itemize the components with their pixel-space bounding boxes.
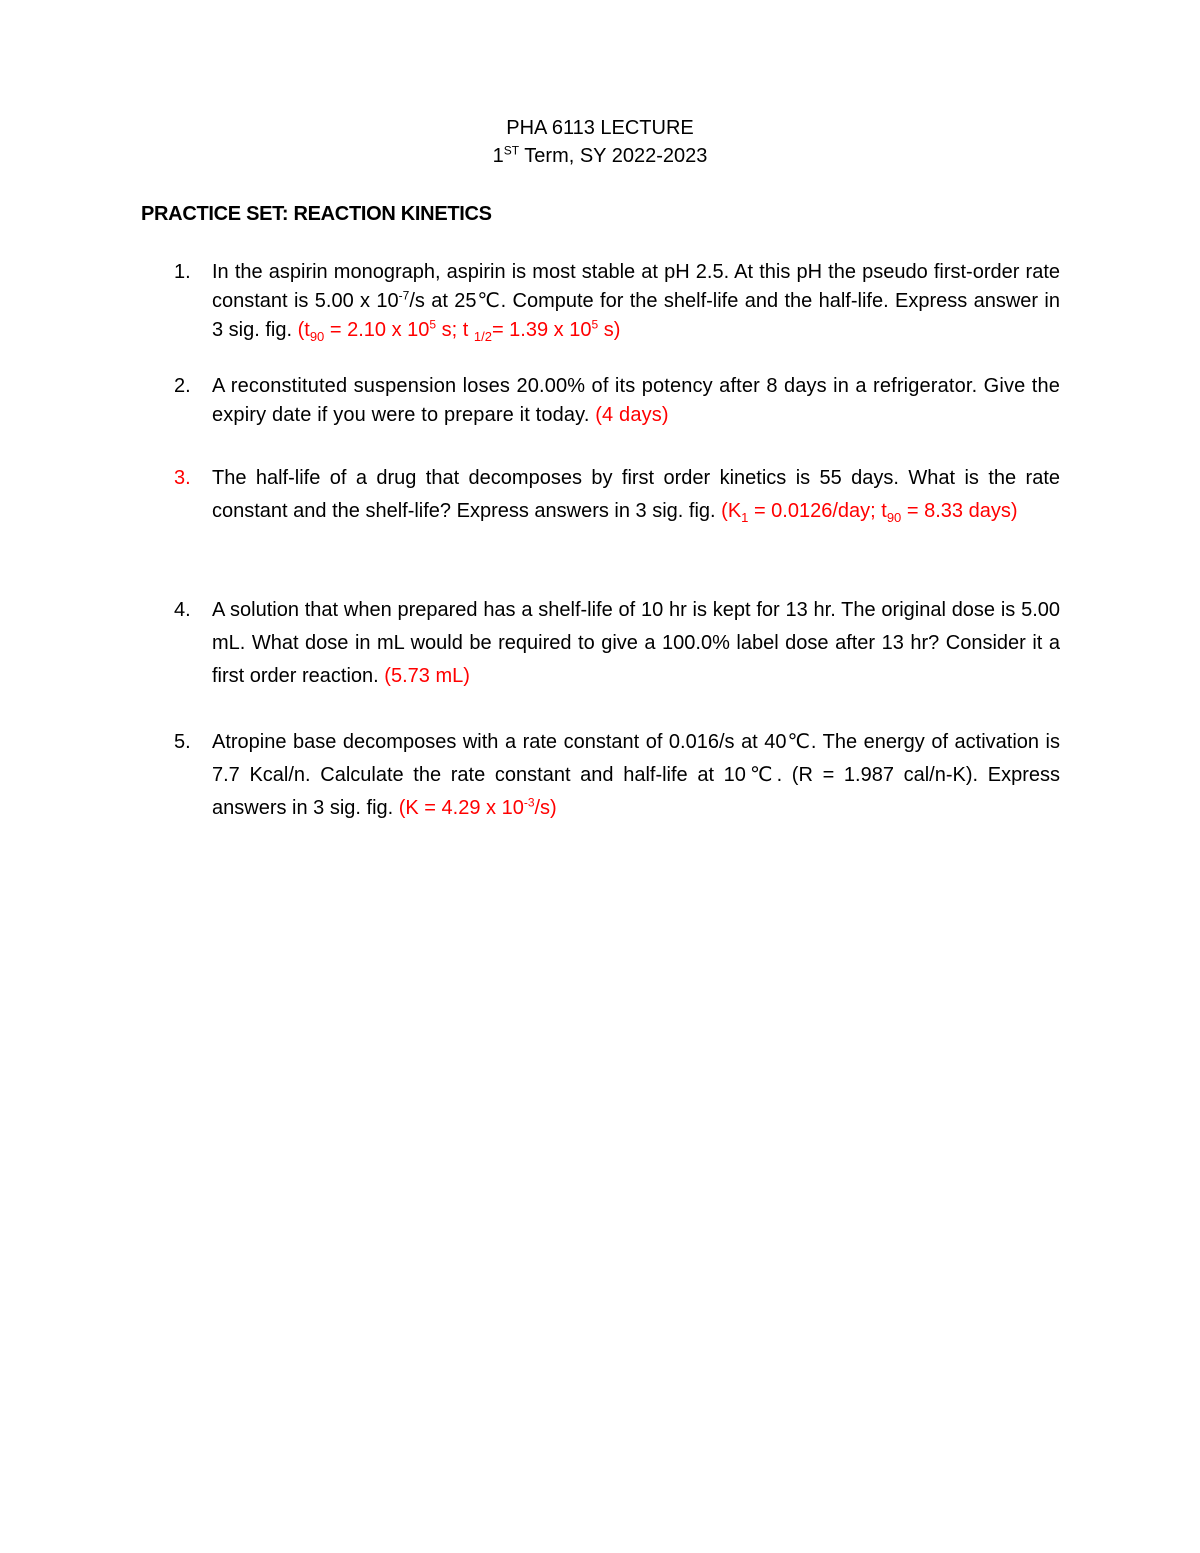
answer-part: = 1.39 x 10 [491,319,592,341]
question-5 [174,726,1060,825]
question-text [212,258,1060,345]
answer: (5.73 mL) [384,665,470,687]
question-text-part: A solution that when prepared has a shelf-life of 10 hr is kept for 13 hr. The original dose is 5.00 mL. What dose in mL would be required to give a 100.0% label dose after 13 hr? Consider it a first order reaction. [212,599,1060,687]
answer-part: s; t [436,319,474,341]
subscript: 90 [309,329,325,344]
answer-part: (t [297,319,310,341]
section-title: PRACTICE SET: REACTION KINETICS [141,203,492,225]
question-text [212,462,1060,528]
exponent: 5 [429,317,437,332]
question-number: 2. [174,375,191,397]
term-superscript: ST [503,143,520,158]
question-text-part: In the aspirin monograph, aspirin is most stable at pH 2.5. At this pH the pseudo first-order rate constant is 5.00 x 10 [212,261,1060,312]
answer-part: = 0.0126/day; t [748,500,887,522]
subscript: 1/2 [473,329,492,344]
question-text-part: /s at 25℃. Compute for the shelf-life and the half-life. Express answer in 3 sig. fig. [212,290,1060,341]
question-text [212,372,1060,430]
term-number: 1 [492,145,504,167]
answer-part: (K [721,500,742,522]
question-number: 3. [174,467,191,489]
answer [721,500,1018,525]
course-title: PHA 6113 LECTURE [506,117,694,139]
exponent: 5 [591,317,599,332]
question-1 [174,258,1060,345]
question-number: 5. [174,731,191,753]
exponent: -3 [523,795,535,810]
answer [399,797,557,819]
question-text [212,726,1060,825]
question-text-part: The half-life of a drug that decomposes by first order kinetics is 55 days. What is the rate constant and the shelf-life? Express answers in 3 sig. fig. [212,467,1060,522]
answer-part: (K = 4.29 x 10 [398,797,524,819]
answer-part: s) [598,319,621,341]
question-number: 1. [174,261,191,283]
answer-part: = 8.33 days) [901,500,1018,522]
term-text: Term, SY 2022-2023 [519,145,708,167]
answer-part: = 2.10 x 10 [324,319,430,341]
question-2 [174,372,1060,430]
question-number: 4. [174,599,191,621]
question-3 [174,462,1060,528]
answer-part: /s) [534,797,557,819]
answer [297,317,621,344]
question-text-part: A reconstituted suspension loses 20.00% of its potency after 8 days in a refrigerator. Give the expiry date if you were to prepare it today. [212,375,1060,426]
question-text-part: Atropine base decomposes with a rate constant of 0.016/s at 40℃. The energy of activation is 7.7 Kcal/n. Calculate the rate constant and half-life at 10℃. (R = 1.987 cal/n-K). Express answers in 3 sig. fig. [212,731,1060,819]
question-4 [174,594,1060,693]
subscript: 90 [886,510,902,525]
exponent: -7 [398,288,410,303]
answer: (4 days) [595,404,669,426]
term-line [0,142,1200,170]
subscript: 1 [741,510,749,525]
question-text [212,594,1060,693]
